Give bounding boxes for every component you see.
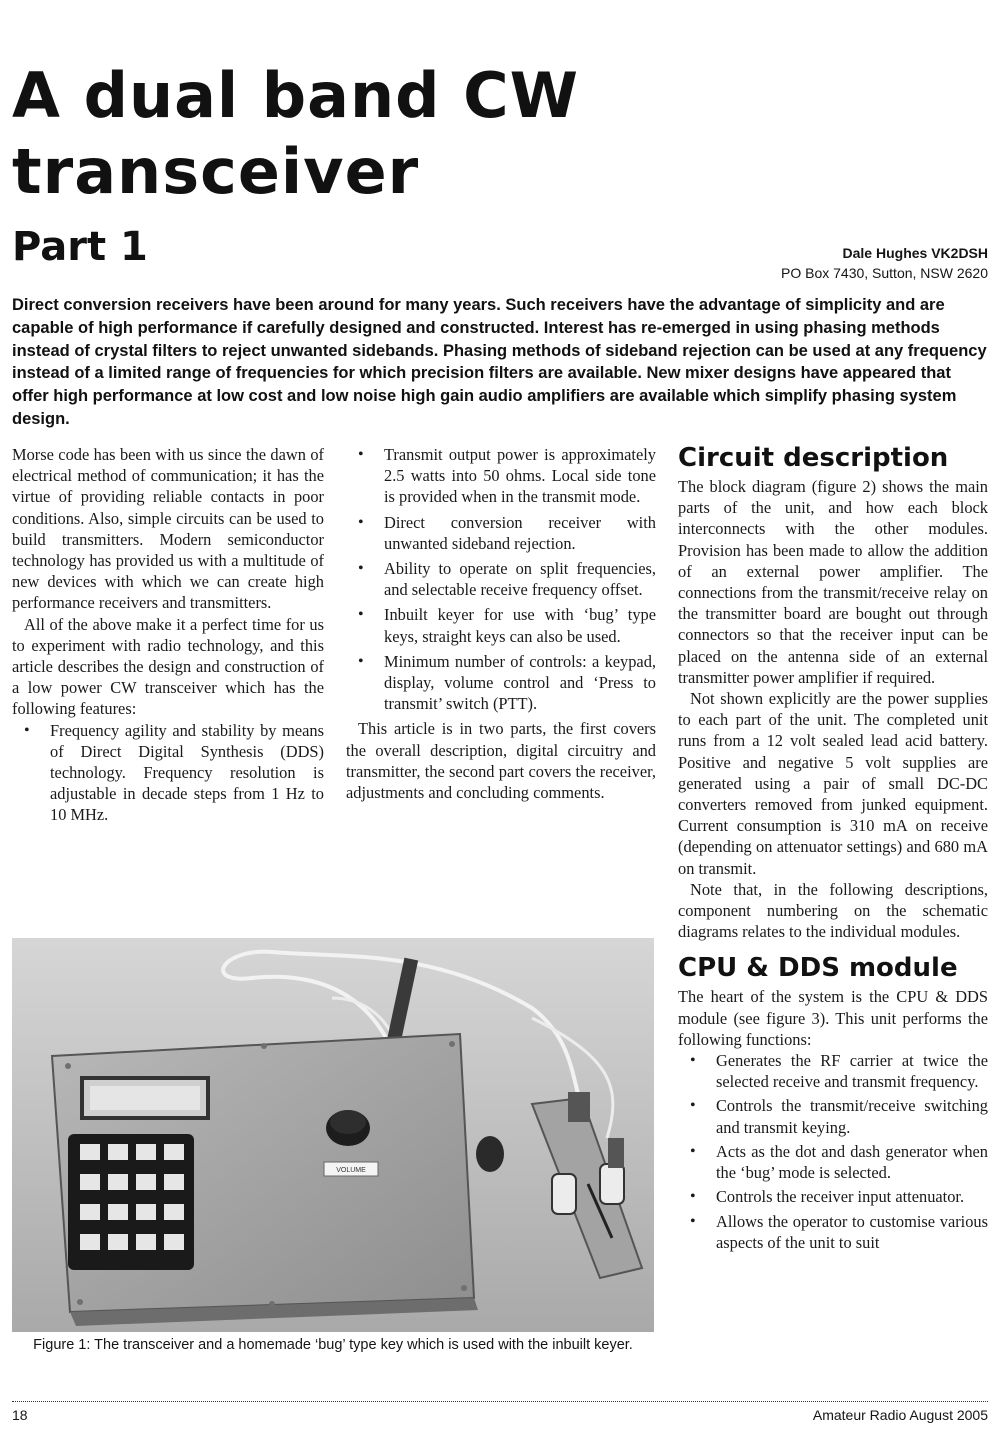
article-subtitle: Part 1 [12,224,148,270]
bullet-icon: • [358,606,364,624]
keypad-shape [68,1134,194,1270]
bullet-icon: • [690,1097,696,1115]
col1-paragraph-1: Morse code has been with us since the dawn of electrical method of communication; it has the virtue of providing reliable contacts in poor conditions. Also, simple circuits can be used to build transmitters. Modern semiconductor technology has provided us with a multitude of new devices with which we can create high performance receivers and transmitters. [12,445,324,613]
bullet-icon: • [358,513,364,531]
figure-1-photo [12,938,654,1332]
publication-name: Amateur Radio August 2005 [812,1407,988,1423]
list-item: • Acts as the dot and dash generator when the ‘bug’ mode is selected. [690,1141,988,1183]
list-item: • Inbuilt keyer for use with ‘bug’ type keys, straight keys can also be used. [358,605,656,646]
col3-paragraph-3: Note that, in the following descriptions, component numbering on the schematic diagrams relates to the individual modules. [678,879,988,942]
list-item: • Frequency agility and stability by means of Direct Digital Synthesis (DDS) technology. Frequency resolution is adjustable in decade steps from 1 Hz to 10 MHz. [24,720,324,825]
list-item: • Generates the RF carrier at twice the selected receive and transmit frequency. [690,1051,988,1092]
transceiver-photo-illustration [12,938,654,1332]
col3-paragraph-1: The block diagram (figure 2) shows the main parts of the unit, and how each block interconnects with the other modules. Provision has been made to allow the addition of an external power amplifier. The connections from the transmit/receive relay on the transmitter board are bought out through connectors so that the receiver input can be placed on the antenna side of an external transmitter power amplifier if required. [678,477,988,687]
list-item: • Allows the operator to customise various aspects of the unit to suit [690,1211,988,1252]
bullet-icon: • [24,721,30,739]
author-address: PO Box 7430, Sutton, NSW 2620 [780,265,988,281]
author-name: Dale Hughes VK2DSH [842,245,988,261]
author-block [781,243,988,283]
list-item: • Controls the transmit/receive switching and transmit keying. [690,1096,988,1137]
list-item: • Controls the receiver input attenuator. [690,1187,965,1207]
list-item: • Transmit output power is approximately 2.5 watts into 50 ohms. Local side tone is provided when in the transmit mode. [358,445,656,507]
section-heading-cpu: CPU & DDS module [678,953,958,984]
list-item: • Minimum number of controls: a keypad, display, volume control and ‘Press to transmit’ switch (PTT). [358,651,656,714]
col1-paragraph-2: All of the above make it a perfect time for us to experiment with radio technology, and this article describes the design and construction of a low power CW transceiver which has the following features: [12,614,324,719]
bullet-icon: • [690,1188,696,1206]
bullet-icon: • [690,1142,696,1160]
col2-paragraph-1: This article is in two parts, the first covers the overall description, digital circuitry and transmitter, the second part covers the receiver, adjustments and concluding comments. [346,719,656,803]
section-heading-circuit: Circuit description [678,443,949,473]
footer-divider [12,1401,988,1403]
bullet-icon: • [358,560,364,578]
intro-paragraph: Direct conversion receivers have been around for many years. Such receivers have the advantage of simplicity and are capable of high performance if carefully designed and constructed. Interest has re-emerged in using phasing methods instead of crystal filters to reject unwanted sidebands. Phasing methods of sideband rejection can be used at any frequency instead of a limited range of frequencies for which precision filters are available. New mixer designs have appeared that offer high performance at low cost and low noise high gain audio amplifiers are available which simplify phasing system design. [12,296,987,428]
column-3 [678,442,988,1256]
column-1 [12,444,324,829]
page-number: 18 [12,1407,28,1423]
figure-1-caption: Figure 1: The transceiver and a homemade ‘bug’ type key which is used with the inbuilt keyer. [33,1337,633,1353]
col3-paragraph-4: The heart of the system is the CPU & DDS module (see figure 3). This unit performs the following functions: [678,987,988,1049]
column-2 [346,444,656,803]
function-list [678,1050,988,1253]
bullet-icon: • [690,1212,696,1230]
article-title: A dual band CW transceiver [12,59,579,208]
bullet-icon: • [358,652,364,670]
bullet-icon: • [690,1052,696,1070]
bullet-icon: • [358,446,364,463]
volume-label-text: VOLUME [336,1167,366,1174]
list-item: • Ability to operate on split frequencies, and selectable receive frequency offset. [358,559,656,600]
feature-list [346,444,656,714]
feature-list-start [12,720,324,826]
list-item: • Direct conversion receiver with unwanted sideband rejection. [358,512,656,553]
col3-paragraph-2: Not shown explicitly are the power supplies to each part of the unit. The completed unit runs from a 12 volt sealed lead acid battery. Positive and negative 5 volt supplies are generated using a pair of small DC-DC converters removed from junked equipment. Current consumption is 310 mA on receive (depending on attenuator settings) and 680 mA on transmit. [678,689,988,878]
